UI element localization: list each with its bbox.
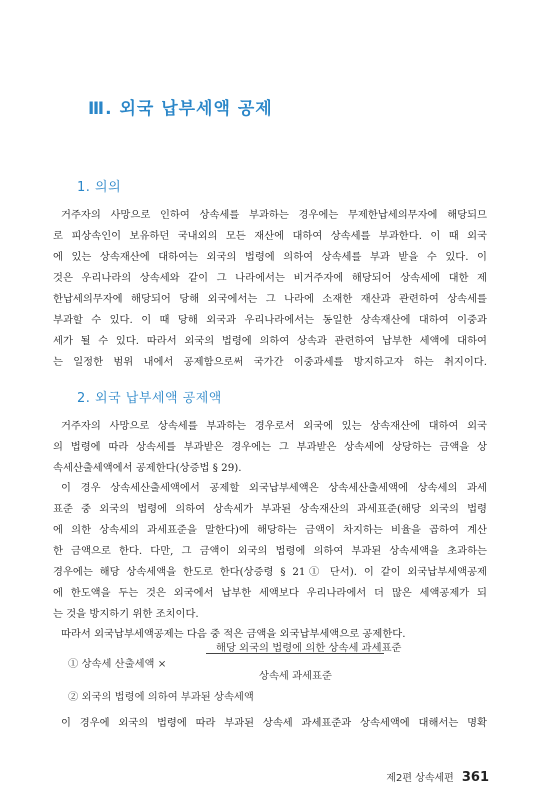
section-heading-1: 1. 의의 <box>77 180 122 195</box>
paragraph-line: 것은 우리나라의 상속세와 같이 그 나라에서는 비거주자에 해당되어 상속세에 대한 제 <box>53 272 487 284</box>
paragraph-line: 한 금액으로 한다. 다만, 그 금액이 외국의 법령에 의하여 부과된 상속세액을 초과하는 <box>53 545 487 557</box>
footer-part-label: 제2편 상속세편 <box>386 773 454 784</box>
paragraph-line: 는 일정한 범위 내에서 공제함으로써 국가간 이중과세를 방지하고자 하는 취지이다. <box>53 356 487 368</box>
paragraph-line: 이 경우 상속세산출세액에서 공제할 외국납부세액은 상속세산출세액에 상속세의 과세 <box>61 482 487 494</box>
paragraph-line: 경우에는 해당 상속세액을 한도로 한다(상증령 § 21① 단서). 이 같이 외국납부세액공제 <box>53 566 487 578</box>
paragraph-line: 따라서 외국납부세액공제는 다음 중 적은 금액을 외국납부세액으로 공제한다. <box>61 628 406 640</box>
paragraph-line: 거주자의 사망으로 상속세를 부과하는 경우로서 외국에 있는 상속재산에 대하여 외국 <box>61 420 487 432</box>
page-number: 361 <box>461 770 489 785</box>
paragraph-line: 에 의한 상속세의 과세표준을 말한다)에 해당하는 금액이 차지하는 비율을 곱하여 계산 <box>53 524 487 536</box>
paragraph-line: 거주자의 사망으로 인하여 상속세를 부과하는 경우에는 무제한납세의무자에 해당되므 <box>61 209 487 221</box>
paragraph-line: 부과할 수 있다. 이 때 당해 외국과 우리나라에서는 동일한 상속재산에 대하여 이중과 <box>53 314 487 326</box>
formula-numerator: 해당 외국의 법령에 의한 상속세 과세표준 <box>216 642 402 654</box>
paragraph-line: 의 법령에 따라 상속세를 부과받은 경우에는 그 부과받은 상속세에 상당하는 금액을 상 <box>53 441 487 453</box>
formula-item-1-label: ① 상속세 산출세액 × <box>68 658 167 670</box>
fraction-bar <box>206 653 384 654</box>
paragraph-line: 는 것을 방지하기 위한 조치이다. <box>53 608 199 620</box>
formula-denominator: 상속세 과세표준 <box>259 670 332 682</box>
paragraph-line: 한납세의무자에 해당되어 당해 외국에서는 그 나라에 소재한 재산과 관련하여 상속세를 <box>53 293 487 305</box>
paragraph-line: 세가 될 수 있다. 따라서 외국의 법령에 의하여 상속과 관련하여 납부한 세액에 대하여 <box>53 335 487 347</box>
paragraph-line: 속세산출세액에서 공제한다(상증법 § 29). <box>53 462 242 474</box>
paragraph-line: 표준 중 외국의 법령에 의하여 상속세가 부과된 상속재산의 과세표준(해당 외국의 법령 <box>53 503 487 515</box>
paragraph-line: 에 한도액을 두는 것은 외국에서 납부한 세액보다 우리나라에서 더 많은 세액공제가 되 <box>53 587 487 599</box>
paragraph-line: 로 피상속인이 보유하던 국내외의 모든 재산에 대하여 상속세를 부과한다. 이 때 외국 <box>53 230 487 242</box>
paragraph-line: 에 있는 상속재산에 대하여는 외국의 법령에 의하여 상속세를 부과 받을 수 있다. 이 <box>53 251 487 263</box>
formula-item-2: ② 외국의 법령에 의하여 부과된 상속세액 <box>68 691 254 703</box>
paragraph-line: 이 경우에 외국의 법령에 따라 부과된 상속세 과세표준과 상속세액에 대해서는 명확 <box>61 717 487 729</box>
section-heading-2: 2. 외국 납부세액 공제액 <box>77 391 222 406</box>
chapter-title: Ⅲ. 외국 납부세액 공제 <box>88 99 273 119</box>
page-footer <box>386 766 489 785</box>
